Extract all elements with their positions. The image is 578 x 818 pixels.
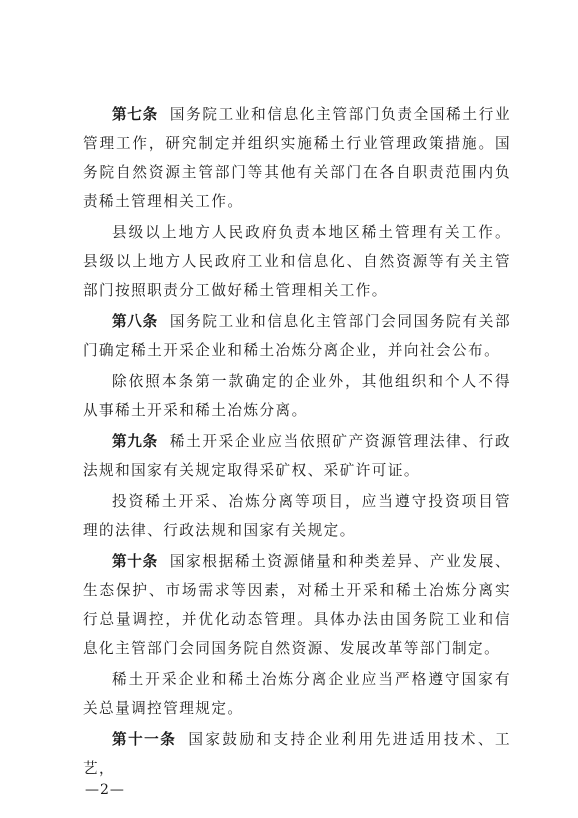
paragraph-text: 投资稀土开采、冶炼分离等项目，应当遵守投资项目管理的法律、行政法规和国家有关规定。: [83, 493, 511, 539]
paragraph-text: 稀土开采企业和稀土冶炼分离企业应当严格遵守国家有关总量调控管理规定。: [83, 671, 511, 717]
paragraph-article-7: [83, 100, 511, 216]
article-heading: 第十一条: [112, 731, 177, 748]
paragraph-text: 县级以上地方人民政府负责本地区稀土管理有关工作。县级以上地方人民政府工业和信息化、自然资源等有关主管部门按照职责分工做好稀土管理相关工作。: [83, 224, 511, 299]
document-body: [83, 100, 511, 785]
paragraph-article-9-clause-2: [83, 487, 511, 545]
paragraph-article-10: [83, 547, 511, 663]
paragraph-text: 除依照本条第一款确定的企业外，其他组织和个人不得从事稀土开采和稀土冶炼分离。: [83, 373, 511, 419]
paragraph-article-8-clause-2: [83, 367, 511, 425]
page-number: —2—: [85, 782, 125, 798]
paragraph-text: 国家根据稀土资源储量和种类差异、产业发展、生态保护、市场需求等因素，对稀土开采和稀土冶炼分离实行总量调控，并优化动态管理。具体办法由国务院工业和信息化主管部门会同国务院自然资源、发展改革等部门制定。: [83, 553, 511, 657]
article-heading: 第七条: [112, 106, 158, 123]
paragraph-text: 国家鼓励和支持企业利用先进适用技术、工艺，: [83, 731, 511, 777]
paragraph-article-11: [83, 725, 511, 783]
paragraph-text: 国务院工业和信息化主管部门会同国务院有关部门确定稀土开采企业和稀土冶炼分离企业，并向社会公布。: [83, 313, 511, 359]
paragraph-article-10-clause-2: [83, 665, 511, 723]
paragraph-article-8: [83, 307, 511, 365]
paragraph-article-7-clause-2: [83, 218, 511, 305]
paragraph-text: 稀土开采企业应当依照矿产资源管理法律、行政法规和国家有关规定取得采矿权、采矿许可证。: [83, 433, 511, 479]
paragraph-article-9: [83, 427, 511, 485]
article-heading: 第八条: [112, 313, 158, 330]
article-heading: 第十条: [112, 553, 158, 570]
paragraph-text: 国务院工业和信息化主管部门负责全国稀土行业管理工作，研究制定并组织实施稀土行业管理政策措施。国务院自然资源主管部门等其他有关部门在各自职责范围内负责稀土管理相关工作。: [83, 106, 511, 210]
article-heading: 第九条: [112, 433, 158, 450]
